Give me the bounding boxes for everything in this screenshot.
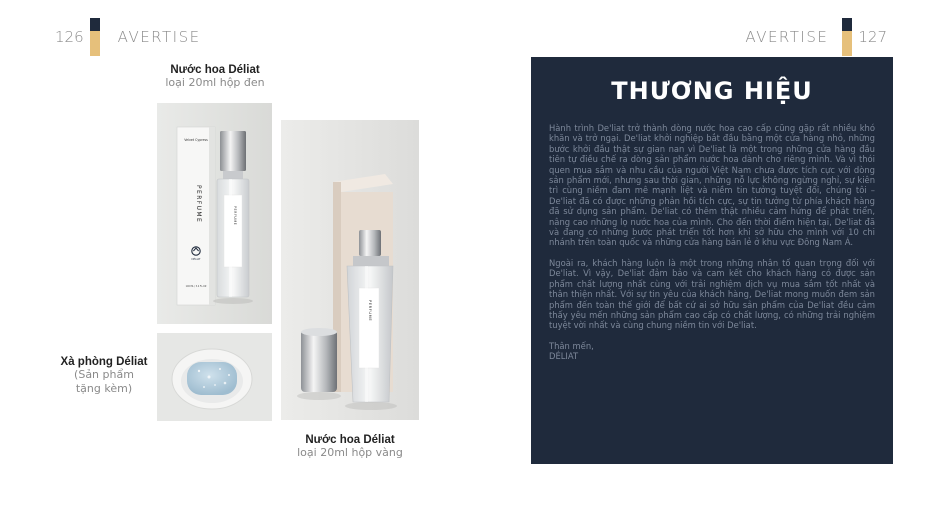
svg-text:PERFUME: PERFUME: [233, 206, 237, 226]
caption-subtitle: loại 20ml hộp đen: [165, 76, 265, 89]
caption-subtitle: loại 20ml hộp vàng: [297, 446, 403, 459]
story-paragraph-1: Hành trình De'liat trở thành dòng nước hoa cao cấp cũng gặp rất nhiều khó khăn và trở ngại. De'liat khởi nghiệp bắt đầu bằng một cửa hàng nhỏ, những bước khởi đầu thật sự gian nan vì De'liat là một trong những cửa hàng đầu tiên tự điều chế ra dòng sản phẩm nước hoa dành cho riêng mình. Và vì thói quen mua sắm và nhu cầu của người Việt Nam chưa được tích cực với dòng sản phẩm mới, nhưng sau thời gian, những nỗ lực không ngừng nghỉ, sự kiên trì cùng niềm đam mê mạnh liệt và niềm tin tưởng tuyệt đối, chúng tôi – De'liat đã có được những phản hồi tích cực, sự tin tưởng từ phía khách hàng đã sử dụng sản phẩm. De'liat có thêm thật nhiều cảm hứng để phát triển, nâng cao những lọ nước hoa của mình. Cho đến thời điểm hiện tại, De'liat đã và đang có những bước phát triển tốt hơn khi sở hữu cho mình với 10 chi nhánh trên toàn quốc và những cửa hàng bán lẻ ở khu vực Đông Nam Á.: [549, 123, 875, 248]
right-page-number: 127: [858, 28, 887, 46]
photo-perfume-gold-box: [281, 120, 419, 420]
story-paragraph-2: Ngoài ra, khách hàng luôn là một trong những nhân tố quan trọng đối với De'liat. Vì vậy, De'liat đảm bảo và cam kết cho khách hàng có được sản phẩm chất lượng nhất cùng với trải nghiệm dịch vụ mua sắm tốt nhất và thân thiện nhất. Với sự tin yêu của khách hàng, De'liat mong muốn đem sản phẩm đến toàn thế giới để bất cứ ai sở hữu sản phẩm của De'liat đều cảm thấy yêu mến những sản phẩm cao cấp có chất lượng, có những trải nghiệm tuyệt vời nhất và cùng chung niềm tin với De'liat.: [549, 257, 875, 331]
left-section-title: AVERTISE: [117, 28, 201, 46]
caption-subtitle-line-1: (Sản phẩm: [74, 368, 134, 381]
brand-story-panel: [531, 57, 893, 464]
right-section-title: AVERTISE: [745, 28, 829, 46]
closing-line: Thân mến,: [549, 340, 594, 351]
right-page-marker: [842, 18, 852, 56]
packaging-volume: 100 ML / 3.4 FL.OZ: [185, 285, 207, 288]
caption-perfume-gold: [282, 434, 418, 460]
panel-heading: THƯƠNG HIỆU: [611, 77, 813, 105]
caption-subtitle-line-2: tặng kèm): [75, 382, 133, 395]
right-page-header: [745, 18, 887, 56]
packaging-brand: Velvet Cypress: [184, 138, 208, 142]
packaging-word: PERFUME: [195, 185, 202, 224]
signature: DÉLIAT: [549, 351, 579, 362]
caption-title: Nước hoa Déliat: [305, 434, 395, 446]
caption-perfume-black: [150, 64, 280, 90]
packaging-logo-text: DÉLIAT: [191, 258, 201, 261]
caption-title: Xà phòng Déliat: [60, 356, 148, 368]
left-page-header: [55, 18, 201, 56]
caption-soap: [52, 356, 156, 396]
svg-text:PERFUME: PERFUME: [368, 300, 372, 322]
photo-soap: [157, 333, 272, 421]
left-page-marker: [90, 18, 100, 56]
left-page-number: 126: [55, 28, 84, 46]
photo-perfume-black-box: [157, 103, 272, 324]
caption-title: Nước hoa Déliat: [170, 64, 260, 76]
